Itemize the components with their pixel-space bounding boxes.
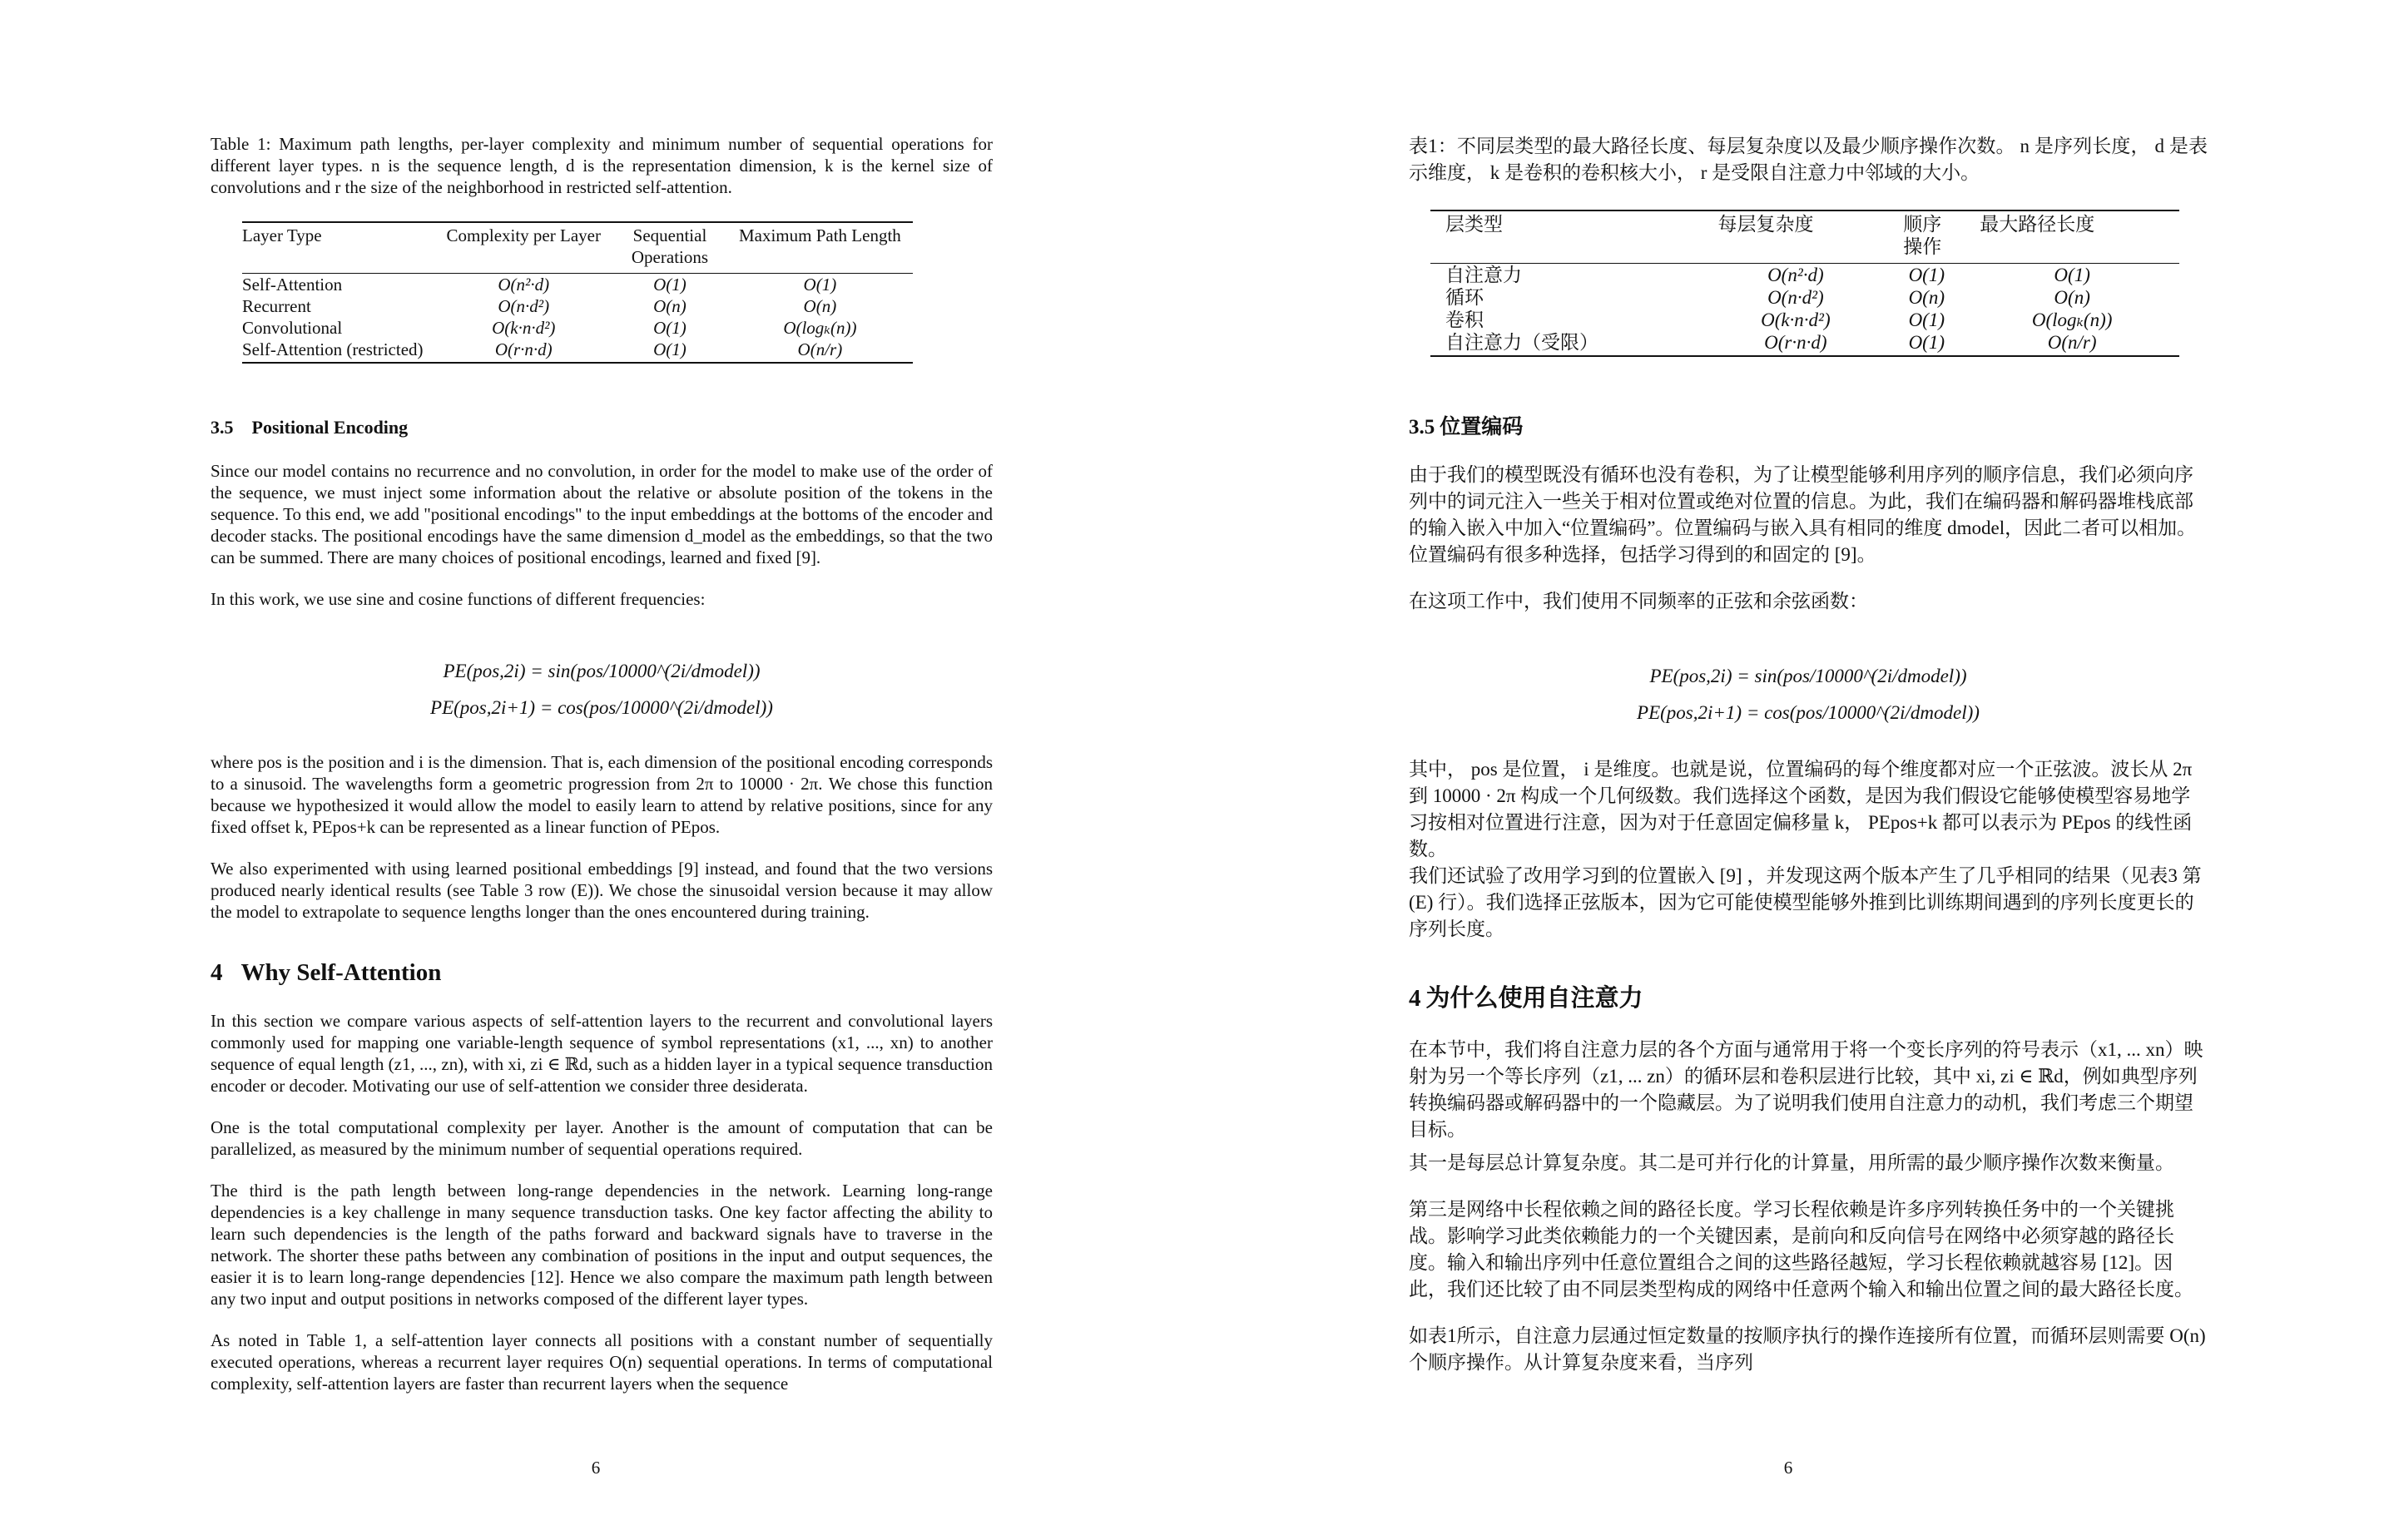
equation-cos: PE(pos,2i+1) = cos(pos/10000^(2i/dmodel)) (430, 697, 773, 718)
table-row (242, 317, 913, 339)
section-title: Why Self-Attention (240, 959, 442, 986)
table-cell: O(n·d²) (498, 296, 550, 316)
equation-cos: PE(pos,2i+1) = cos(pos/10000^(2i/dmodel)) (1637, 702, 1980, 723)
table-row (1430, 286, 2179, 309)
table-cell: O(n) (1908, 287, 1945, 308)
table-cell: O(logₖ(n)) (2031, 309, 2113, 330)
section-heading (1409, 979, 2208, 1013)
table-caption: 表1：不同层类型的最大路径长度、每层复杂度以及最少顺序操作次数。 n 是序列长度， d 是表示维度， k 是卷积的卷积核大小， r 是受限自注意力中邻域的大小。 (1409, 136, 2208, 183)
subsection-heading (1409, 410, 2208, 440)
table-header-cell: Complexity per Layer (435, 222, 612, 274)
paragraph: 在本节中，我们将自注意力层的各个方面与通常用于将一个变长序列的符号表示（x1, ... xn）映射为另一个等长序列（z1, ... zn）的循环层和卷积层进行比较，其中 xi, zi ∈ ℝd，例如典型序列转换编码器或解码器中的一个隐藏层。为了说明我们使用自注意力的动机，我们考虑三个期望目标。 (1409, 1039, 2203, 1140)
table-row (1430, 264, 2179, 287)
table-header-cell: 顺序操作 (1888, 210, 1965, 264)
section-number: 4 (1409, 985, 1421, 1012)
table-header-cell: 每层复杂度 (1703, 210, 1888, 264)
table-cell: O(1) (653, 275, 686, 295)
table-caption: Table 1: Maximum path lengths, per-layer complexity and minimum number of sequential operations for different layer types. n is the sequence length, d is the representation dimension, k is the kernel size of convolutions and r the size of the neighborhood in restricted self-attention. (211, 134, 993, 197)
table-cell: 自注意力 (1445, 265, 1522, 285)
table-cell: O(n/r) (727, 339, 913, 363)
paragraph: As noted in Table 1, a self-attention layer connects all positions with a constant number of sequentially executed operations, whereas a recurrent layer requires O(n) sequential operations. In terms of computational complexity, self-attention layers are faster than recurrent layers when the sequence (211, 1330, 993, 1394)
table-cell: O(n²·d) (498, 275, 550, 295)
table-header-cell: Sequential Operations (612, 222, 727, 274)
subsection-heading (211, 417, 993, 438)
subsection-title: 位置编码 (1440, 416, 1524, 438)
table-cell: O(n²·d) (1767, 265, 1824, 285)
paragraph: 由于我们的模型既没有循环也没有卷积，为了让模型能够利用序列的顺序信息，我们必须向序列中的词元注入一些关于相对位置或绝对位置的信息。为此，我们在编码器和解码器堆栈底部的输入嵌入中加入“位置编码”。位置编码与嵌入具有相同的维度 dmodel，因此二者可以相加。位置编码有很多种选择，包括学习得到的和固定的 [9]。 (1409, 464, 2197, 565)
english-column (211, 133, 993, 1414)
paragraph: 其中， pos 是位置， i 是维度。也就是说，位置编码的每个维度都对应一个正弦波。波长从 2π 到 10000 · 2π 构成一个几何级数。我们选择这个函数，是因为我们假设它能够使模型容易地学习按相对位置进行注意，因为对于任意固定偏移量 k， PEpos+k 都可以表示为 PEpos 的线性函数。 (1409, 759, 2193, 859)
equation-block (211, 653, 993, 726)
table-header-row (1430, 210, 2179, 264)
paragraph: 如表1所示，自注意力层通过恒定数量的按顺序执行的操作连接所有位置，而循环层则需要 O(n) 个顺序操作。从计算复杂度来看，当序列 (1409, 1325, 2206, 1373)
paragraph: We also experimented with using learned positional embeddings [9] instead, and found that the two versions produced nearly identical results (see Table 3 row (E)). We chose the sinusoidal version because it may allow the model to extrapolate to sequence lengths longer than the ones encountered during training. (211, 859, 993, 922)
table-cell: O(1) (612, 339, 727, 363)
table-cell: O(k·n·d²) (1761, 309, 1831, 330)
table-row (242, 295, 913, 317)
section-title: 为什么使用自注意力 (1425, 985, 1643, 1012)
equation-sin: PE(pos,2i) = sin(pos/10000^(2i/dmodel)) (1649, 666, 1967, 686)
complexity-table (1430, 210, 2179, 357)
paragraph: In this section we compare various aspects of self-attention layers to the recurrent and convolutional layers commonly used for mapping one variable-length sequence of symbol representations (x1, ..., xn) to another sequence of equal length (z1, ..., zn), with xi, zi ∈ ℝd, such as a hidden layer in a typical sequence transduction encoder or decoder. Motivating our use of self-attention we consider three desiderata. (211, 1011, 993, 1096)
table-cell: Self-Attention (242, 275, 343, 295)
paragraph: 其一是每层总计算复杂度。其二是可并行化的计算量，用所需的最少顺序操作次数来衡量。 (1409, 1152, 2174, 1173)
table-cell: O(1) (2054, 265, 2090, 285)
paragraph: One is the total computational complexity per layer. Another is the amount of computation that can be parallelized, as measured by the minimum number of sequential operations required. (211, 1117, 993, 1159)
table-cell: O(r·n·d) (1703, 331, 1888, 356)
table-cell: O(1) (653, 318, 686, 338)
table-row (242, 339, 913, 363)
table-row (1430, 309, 2179, 331)
chinese-page (1192, 0, 2384, 1540)
table-cell: O(n·d²) (1767, 287, 1824, 308)
table-cell: Self-Attention (restricted) (242, 339, 435, 363)
table-cell: O(n/r) (1965, 331, 2179, 356)
paragraph: The third is the path length between long-range dependencies in the network. Learning long-range dependencies is a key challenge in many sequence transduction tasks. One key factor affecting the ability to learn such dependencies is the length of the paths forward and backward signals have to traverse in the network. The shorter these paths between any combination of positions in the input and output sequences, the easier it is to learn long-range dependencies [12]. Hence we also compare the maximum path length between any two input and output positions in networks composed of the different layer types. (211, 1181, 993, 1309)
table-cell: O(n) (653, 296, 686, 316)
table-cell: O(1) (1908, 265, 1945, 285)
page-number: 6 (1783, 1458, 1793, 1478)
page-number: 6 (591, 1458, 601, 1478)
subsection-number: 3.5 (211, 417, 234, 438)
paragraph: In this work, we use sine and cosine functions of different frequencies: (211, 589, 706, 609)
equation-block (1409, 658, 2208, 731)
chinese-column (1409, 133, 2208, 1396)
complexity-table (242, 221, 913, 364)
table-header-cell: Maximum Path Length (727, 222, 913, 274)
table-cell: 自注意力（受限） (1430, 331, 1703, 356)
equation-sin: PE(pos,2i) = sin(pos/10000^(2i/dmodel)) (443, 661, 761, 681)
table-cell: O(k·n·d²) (492, 318, 556, 338)
table-row (242, 274, 913, 296)
table-cell: Convolutional (242, 318, 343, 338)
table-row (1430, 331, 2179, 356)
subsection-number: 3.5 (1409, 416, 1435, 438)
table-cell: 循环 (1445, 287, 1484, 308)
section-heading (211, 959, 993, 987)
table-cell: Recurrent (242, 296, 311, 316)
table-header-cell: 层类型 (1430, 210, 1703, 264)
table-cell: 卷积 (1445, 309, 1484, 330)
paragraph: 在这项工作中，我们使用不同频率的正弦和余弦函数： (1409, 591, 1868, 612)
paragraph: 我们还试验了改用学习到的位置嵌入 [9] ，并发现这两个版本产生了几乎相同的结果（见表3 第 (E) 行）。我们选择正弦版本，因为它可能使模型能够外推到比训练期间遇到的序列长度更长的序列长度。 (1409, 865, 2202, 939)
table-cell: O(1) (1888, 331, 1965, 356)
table-cell: O(n) (2054, 287, 2090, 308)
table-cell: O(r·n·d) (435, 339, 612, 363)
section-number: 4 (211, 959, 223, 986)
table-header-cell: 最大路径长度 (1965, 210, 2179, 264)
table-header-cell: Layer Type (242, 222, 435, 274)
paragraph: Since our model contains no recurrence and no convolution, in order for the model to make use of the order of the sequence, we must inject some information about the relative or absolute position of the tokens in the sequence. To this end, we add "positional encodings" to the input embeddings at the bottoms of the encoder and decoder stacks. The positional encodings have the same dimension d_model as the embeddings, so that the two can be summed. There are many choices of positional encodings, learned and fixed [9]. (211, 461, 993, 567)
table-cell: O(n) (803, 296, 837, 316)
paragraph: 第三是网络中长程依赖之间的路径长度。学习长程依赖是许多序列转换任务中的一个关键挑战。影响学习此类依赖能力的一个关键因素，是前向和反向信号在网络中必须穿越的路径长度。输入和输出序列中任意位置组合之间的这些路径越短，学习长程依赖就越容易 [12]。因此，我们还比较了由不同层类型构成的网络中任意两个输入和输出位置之间的最大路径长度。 (1409, 1199, 2193, 1300)
paragraph: where pos is the position and i is the dimension. That is, each dimension of the positional encoding corresponds to a sinusoid. The wavelengths form a geometric progression from 2π to 10000 · 2π. We chose this function because we hypothesized it would allow the model to easily learn to attend by relative positions, since for any fixed offset k, PEpos+k can be represented as a linear function of PEpos. (211, 752, 993, 837)
table-cell: O(logₖ(n)) (783, 318, 857, 338)
table-cell: O(1) (803, 275, 837, 295)
table-header-row (242, 222, 913, 274)
table-cell: O(1) (1908, 309, 1945, 330)
subsection-title: Positional Encoding (251, 417, 409, 438)
